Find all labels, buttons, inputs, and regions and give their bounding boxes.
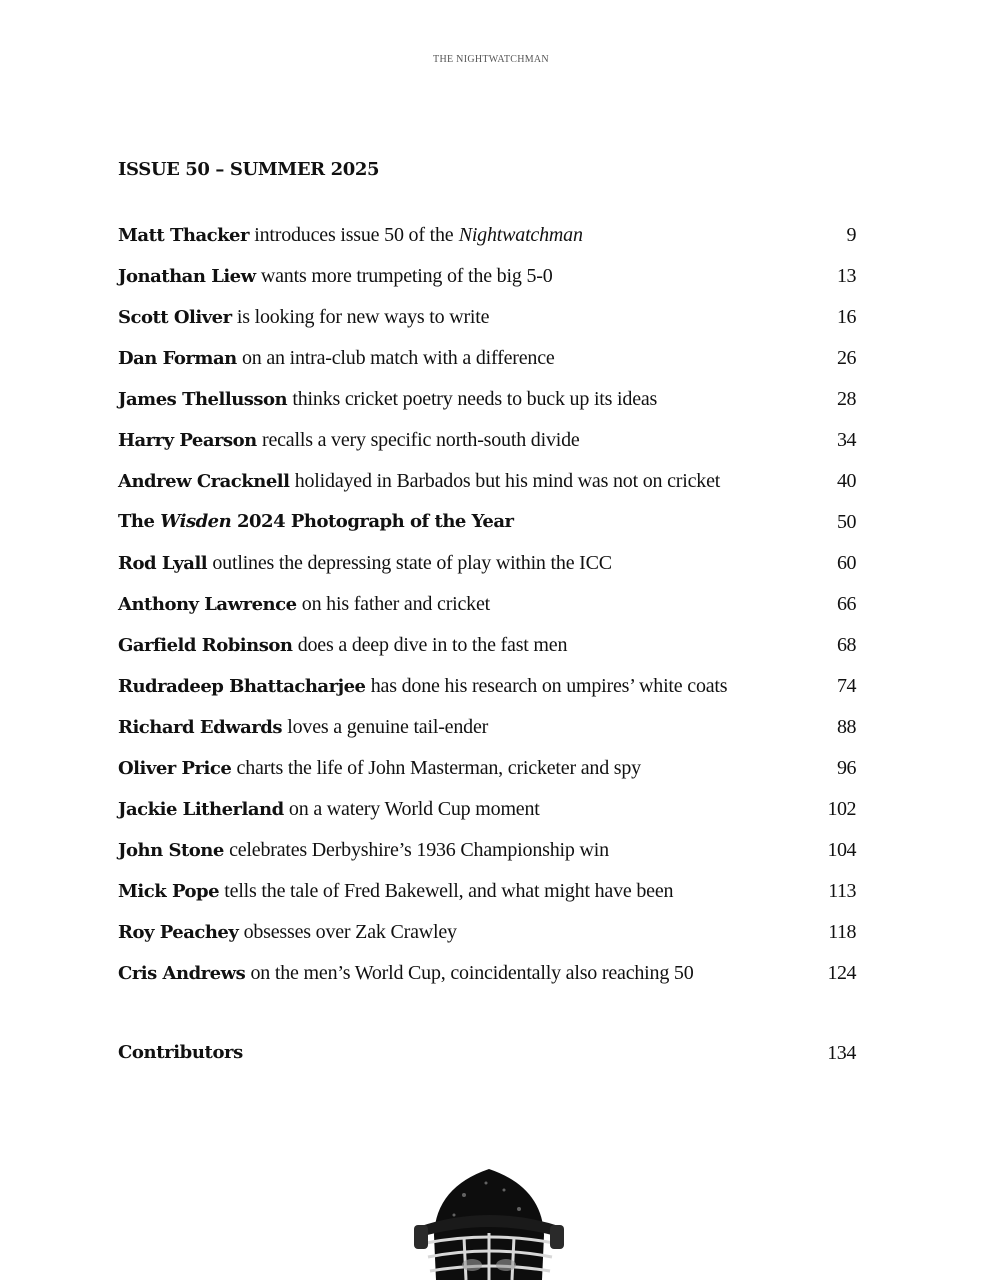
page-number: 74 <box>837 675 856 697</box>
entry-description: thinks cricket poetry needs to buck up its ideas <box>292 388 658 410</box>
toc-entry-edwards[interactable] <box>118 714 856 755</box>
page-number: 66 <box>837 593 856 615</box>
entry-description: loves a genuine tail-ender <box>287 716 489 738</box>
page-number: 104 <box>827 839 856 861</box>
entry-description: celebrates Derbyshire’s 1936 Championship win <box>229 839 609 861</box>
entry-description: introduces issue 50 of the <box>254 224 454 246</box>
author-name: Anthony Lawrence <box>118 594 297 615</box>
author-name: Scott Oliver <box>118 307 232 328</box>
page-number: 40 <box>837 470 856 492</box>
author-name: Cris Andrews <box>118 963 246 984</box>
author-name: Dan Forman <box>118 348 237 369</box>
page-number: 118 <box>828 921 856 943</box>
author-name: John Stone <box>118 840 224 861</box>
page-number: 9 <box>846 224 856 246</box>
entry-description: on an intra-club match with a difference <box>241 347 555 369</box>
toc-entry-photograph-of-the-year[interactable] <box>118 509 856 550</box>
author-name: Garfield Robinson <box>118 635 293 656</box>
page-number: 16 <box>837 306 856 328</box>
page-number: 28 <box>837 388 856 410</box>
author-name: Andrew Cracknell <box>118 471 290 492</box>
page-number: 26 <box>837 347 856 369</box>
page-number: 96 <box>837 757 856 779</box>
page-number: 113 <box>828 880 856 902</box>
entry-description: outlines the depressing state of play within the ICC <box>212 552 612 574</box>
toc-entry-oliver[interactable] <box>118 304 856 345</box>
toc-entry-peachey[interactable] <box>118 919 856 960</box>
page-number: 102 <box>827 798 856 820</box>
entry-description: obsesses over Zak Crawley <box>243 921 457 943</box>
page-number: 34 <box>837 429 856 451</box>
page-number: 88 <box>837 716 856 738</box>
contributors-label: Contributors <box>118 1042 243 1063</box>
toc-entry-price[interactable] <box>118 755 856 796</box>
author-name: Rod Lyall <box>118 553 208 574</box>
toc-entry-andrews[interactable] <box>118 960 856 1001</box>
entry-description: holidayed in Barbados but his mind was not on cricket <box>294 470 721 492</box>
author-name: Mick Pope <box>118 881 220 902</box>
toc-entry-pope[interactable] <box>118 878 856 919</box>
entry-description: does a deep dive in to the fast men <box>297 634 568 656</box>
entry-description: on the men’s World Cup, coincidentally also reaching 50 <box>250 962 694 984</box>
running-head: THE NIGHTWATCHMAN <box>433 54 549 65</box>
toc-entry-pearson[interactable] <box>118 427 856 468</box>
author-name: Jackie Litherland <box>118 799 284 820</box>
toc-entry-litherland[interactable] <box>118 796 856 837</box>
issue-heading: ISSUE 50 – SUMMER 2025 <box>118 159 380 180</box>
toc-entry-lyall[interactable] <box>118 550 856 591</box>
entry-description: has done his research on umpires’ white coats <box>370 675 728 697</box>
toc-entry-cracknell[interactable] <box>118 468 856 509</box>
feature-title-italic: Wisden <box>160 511 232 532</box>
entry-description: is looking for new ways to write <box>236 306 490 328</box>
author-name: Matt Thacker <box>118 225 249 246</box>
toc-entry-liew[interactable] <box>118 263 856 304</box>
author-name: Rudradeep Bhattacharjee <box>118 676 366 697</box>
toc-entry-stone[interactable] <box>118 837 856 878</box>
toc-entry-contributors[interactable] <box>118 1040 856 1070</box>
page-number: 124 <box>827 962 856 984</box>
entry-description: tells the tale of Fred Bakewell, and what might have been <box>224 880 674 902</box>
author-name: Roy Peachey <box>118 922 239 943</box>
page-number: 134 <box>827 1042 856 1064</box>
entry-description: wants more trumpeting of the big 5-0 <box>260 265 553 287</box>
toc-entry-thellusson[interactable] <box>118 386 856 427</box>
feature-title-post: 2024 Photograph of the Year <box>237 511 514 532</box>
table-of-contents <box>118 222 856 1001</box>
page-number: 13 <box>837 265 856 287</box>
author-name: Jonathan Liew <box>118 266 256 287</box>
author-name: Harry Pearson <box>118 430 257 451</box>
cricketer-helmet-photo <box>394 1165 584 1280</box>
toc-entry-robinson[interactable] <box>118 632 856 673</box>
author-name: Oliver Price <box>118 758 232 779</box>
page-number: 50 <box>837 511 856 533</box>
entry-description: recalls a very specific north-south divide <box>261 429 580 451</box>
page-number: 60 <box>837 552 856 574</box>
toc-entry-thacker[interactable] <box>118 222 856 263</box>
toc-entry-forman[interactable] <box>118 345 856 386</box>
entry-description: charts the life of John Masterman, cricketer and spy <box>236 757 641 779</box>
toc-entry-lawrence[interactable] <box>118 591 856 632</box>
entry-italic-title: Nightwatchman <box>458 224 583 246</box>
feature-title-pre: The <box>118 511 155 532</box>
author-name: Richard Edwards <box>118 717 283 738</box>
author-name: James Thellusson <box>118 389 288 410</box>
page-number: 68 <box>837 634 856 656</box>
toc-entry-bhattacharjee[interactable] <box>118 673 856 714</box>
entry-description: on his father and cricket <box>301 593 491 615</box>
entry-description: on a watery World Cup moment <box>288 798 540 820</box>
